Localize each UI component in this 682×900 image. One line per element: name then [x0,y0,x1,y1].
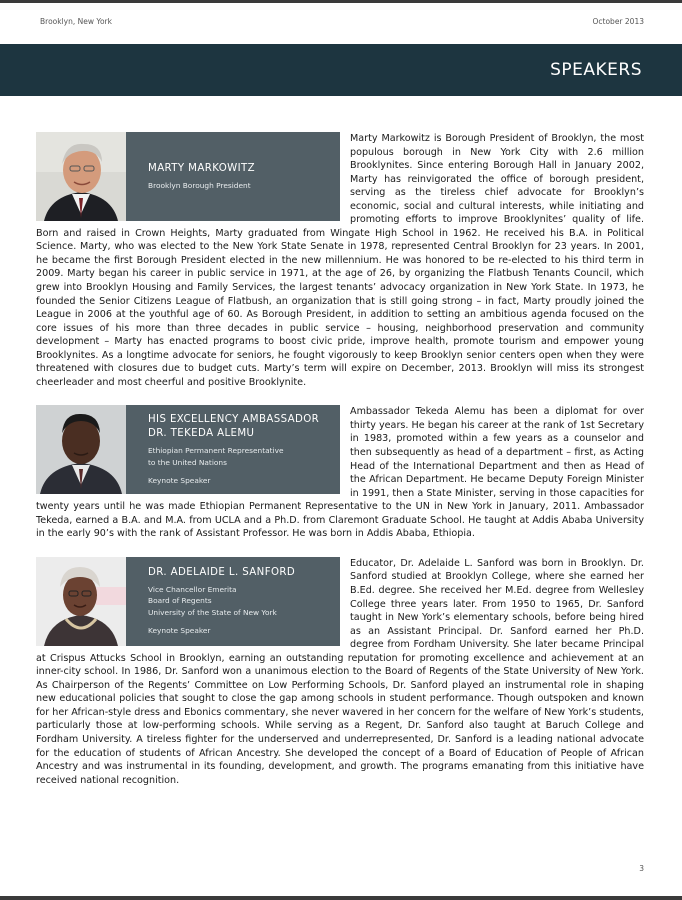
speaker-role: Brooklyn Borough President [148,180,251,190]
speaker-card [36,405,340,494]
speaker-bio: Ambassador Tekeda Alemu has been a diplomat for over thirty years. He began his career at the rank of 1st Secretary in 1983, promoted within a few years as a counselor and then subsequently as head of a department – first, as Acting Head of the International Department and then as Head of the African Department. He became Deputy Foreign Minister in 1991, then a State Minister, serving in those capacities for twenty years until he was made Ethiopian Permanent Representative to the UN in New York in January, 2011. Ambassador Tekeda, earned a B.A. and M.A. from UCLA and a Ph.D. from Claremont Graduate School. He taught at Addis Ababa University in the early 90’s with the rank of Assistant Professor. He was born in Addis Ababa, Ethiopia. [36,406,644,540]
speaker-role-line-3: University of the State of New York [148,607,277,617]
speaker-name: DR. ADELAIDE L. SANFORD [148,566,296,578]
speaker-name [148,413,319,441]
speaker-bio: Marty Markowitz is Borough President of Brooklyn, the most populous borough in New York City with 2.6 million Brooklynites. Since entering Borough Hall in January 2002, Marty has reinvigorated the office of borough president, serving as the tireless chief advocate for Brooklyn’s economic, social and cultural interests, while initiating and promoting efforts to improve Brooklynites’ quality of life. Born and raised in Crown Heights, Marty graduated from Wingate High School in 1962. He received his B.A. in Political Science. Marty, who was elected to the New York State Senate in 1978, represented Central Brooklyn for 23 years. In 2001, he became the first Borough President elected in the new millennium. He was honored to be re-elected to his third term in 2009. Marty began his career in public service in 1971, at the age of 26, by organizing the Flatbush Tenants Council, which grew into Brooklyn Housing and Family Services, the largest tenants’ advocacy organization in New York State. In 1973, he founded the Senior Citizens League of Flatbush, an organization that is still going strong – in fact, Marty proudly joined the League in 2006 at the youthful age of 60. As Borough President, in addition to setting an ambitious agenda focused on the core issues of his more than three decades in public service – housing, neighborhood preservation and community development – Marty has enacted programs to boost civic pride, improve health, promote tourism and empower young Brooklynites. As a longtime advocate for seniors, he fought vigorously to keep Brooklyn senior centers open when they were threatened with closures due to budget cuts. Marty’s term will expire on December, 2013. Brooklyn will miss its strongest cheerleader and most cheerful and positive Brooklynite. [36,133,644,388]
speaker-photo [36,557,126,646]
speaker-name: MARTY MARKOWITZ [148,162,256,174]
speaker-role-line-1: Ethiopian Permanent Representative [148,446,284,455]
speaker-bio: Educator, Dr. Adelaide L. Sanford was born in Brooklyn. Dr. Sanford studied at Brooklyn College, where she earned her B.Ed. degree. She received her M.Ed. degree from Wellesley College three years later. From 1950 to 1965, Dr. Sanford taught in New York’s elementary schools, before being hired as an Assistant Principal. Dr. Sanford earned her Ph.D. degree from Fordham University. She later became Principal at Crispus Attucks School in Brooklyn, earning an outstanding reputation for promoting excellence and achievement at an inner-city school. In 1986, Dr. Sanford won a unanimous election to the Board of Regents of the State University of New York. As Chairperson of the Regents’ Committee on Low Performing Schools, Dr. Sanford played an instrumental role in shaping new educational policies that sought to close the gap among schools in student performance. Though outspoken and known for her African-style dress and Ebonics commentary, she never wavered in her concern for the welfare of New York’s students, particularly those at low-performing schools. While serving as a Regent, Dr. Sanford also taught at Baruch College and Fordham University. A tireless fighter for the underserved and underrepresented, Dr. Sanford is a leading national advocate for the education of students of African Ancestry. She developed the concept of a Board of Education of People of African Ancestry and was instrumental in its founding, development, and growth. The programs emanating from this initiative have received national recognition. [36,557,644,786]
header-location: Brooklyn, New York [40,17,112,26]
speaker-info [126,132,265,221]
section-title: SPEAKERS [550,60,642,80]
top-border [0,0,682,3]
speaker-markowitz [36,132,644,389]
speaker-role-line-2: Board of Regents [148,596,212,606]
section-banner [0,44,682,96]
header-date: October 2013 [592,17,644,26]
speaker-photo [36,405,126,494]
speaker-sanford [36,557,644,787]
speaker-name-line-1: HIS EXCELLENCY AMBASSADOR [148,414,320,425]
speaker-photo [36,132,126,221]
speaker-card [36,557,340,646]
speaker-keynote-label: Keynote Speaker [148,626,211,636]
speaker-alemu [36,405,644,540]
bottom-border [0,896,682,900]
speaker-role-line-2: to the United Nations [148,457,227,467]
speaker-card [36,132,340,221]
page-number: 3 [639,864,644,873]
speakers-list [36,132,644,801]
speaker-info [126,557,305,646]
speaker-name-line-2: DR. TEKEDA ALEMU [148,428,255,439]
speaker-keynote-label: Keynote Speaker [148,476,211,486]
speaker-info [126,405,329,494]
speaker-role-line-1: Vice Chancellor Emerita [148,584,237,594]
